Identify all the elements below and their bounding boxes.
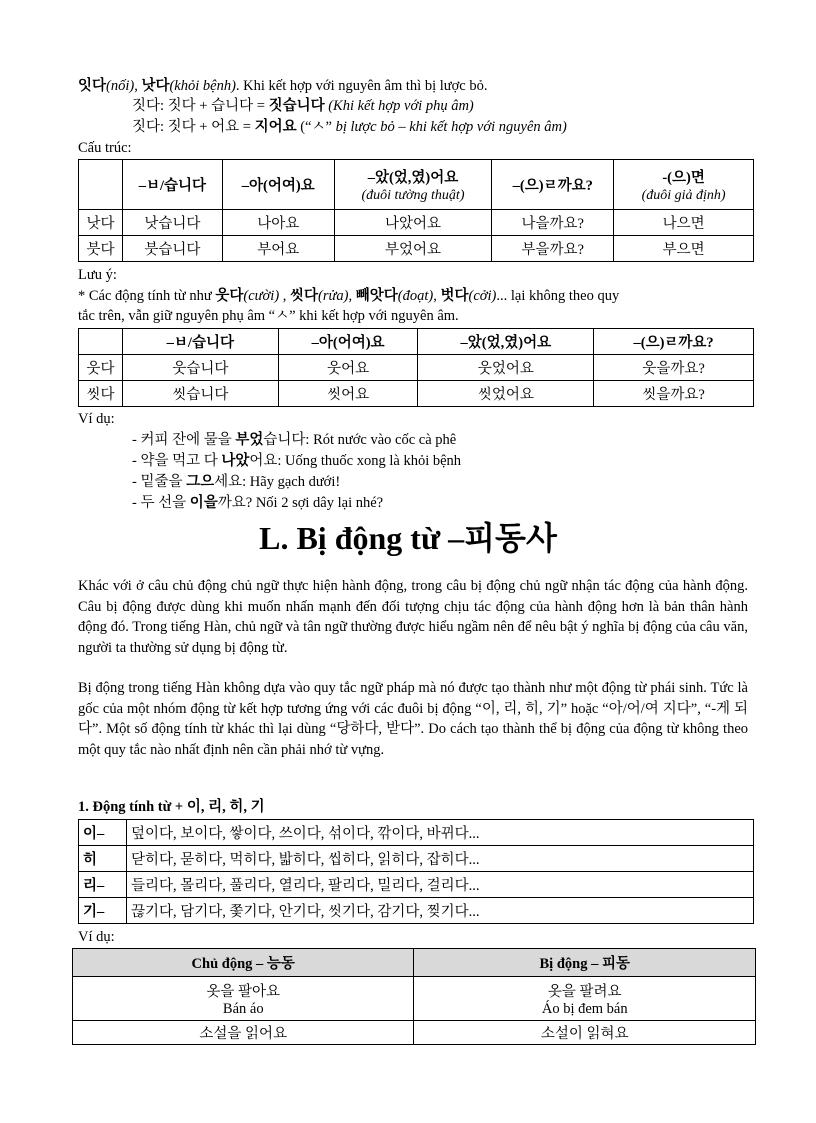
table-cell: 낫다 xyxy=(79,210,123,236)
words-cell: 덮이다, 보이다, 쌓이다, 쓰이다, 섞이다, 깎이다, 바뀌다... xyxy=(126,820,753,846)
formula-text: 짓다: 짓다 + 습니다 = xyxy=(132,98,269,114)
table-cell: 씻다 xyxy=(79,381,123,407)
suffix-table xyxy=(78,819,754,924)
words-cell: 들리다, 몰리다, 풀리다, 열리다, 팔리다, 밀리다, 걸리다... xyxy=(126,872,753,898)
intro-line: 잇다(nối), 낫다(khỏi bệnh). Khi kết hợp với nguyên âm thì bị lược bỏ. xyxy=(78,78,488,94)
table-cell: 옷을 팔려요 Áo bị đem bán xyxy=(414,977,756,1021)
example-item: - 약을 먹고 다 나았어요: Uống thuốc xong là khỏi bệnh xyxy=(132,453,462,469)
table-cell: 부어요 xyxy=(222,236,334,262)
formula-result: 지어요 xyxy=(254,119,297,135)
formula-note-a: (“ㅅ” xyxy=(296,119,336,135)
table-cell: 씻습니다 xyxy=(122,381,278,407)
words-cell: 끊기다, 담기다, 쫓기다, 안기다, 씻기다, 감기다, 찢기다... xyxy=(126,898,753,924)
table-row xyxy=(79,381,754,407)
table-cell: 웃어요 xyxy=(278,355,418,381)
header-cell: –았(었,였)어요 (đuôi tường thuật) xyxy=(334,160,492,210)
suffix-cell: 이– xyxy=(79,820,127,846)
table-row xyxy=(79,872,754,898)
table-cell: 웃습니다 xyxy=(122,355,278,381)
header-cell: –아(어여)요 xyxy=(222,160,334,210)
table-cell: 씻어요 xyxy=(278,381,418,407)
formula-text: 짓다: 짓다 + 어요 = xyxy=(132,119,255,135)
table-cell: 웃을까요? xyxy=(594,355,754,381)
structure-label: Cấu trúc: xyxy=(78,140,132,156)
formula-result: 짓습니다 xyxy=(268,98,325,114)
word-natda: 낫다 xyxy=(141,78,170,94)
detail-paragraph: Bị động trong tiếng Hàn không dựa vào quy tắc ngữ pháp mà nó được tạo thành như một động từ phái sinh. Tức là gốc của một nhóm động từ kết hợp tương ứng với các đuôi bị động “이, 리, 히, 기” hoặc “아/어/여 지다”, “-게 되다”. Một số động tính từ khác thì lại dùng “당하다, 받다”. Do cách tạo thành thể bị động của động từ không theo một quy tắc nào nhất định nên cần phải nhớ từ vựng. xyxy=(78,680,748,758)
table-cell: 붓다 xyxy=(79,236,123,262)
note-label: Lưu ý: xyxy=(78,267,117,283)
example-item: - 두 선을 이을까요? Nối 2 sợi dây lại nhé? xyxy=(132,495,384,511)
header-cell: Bị động – 피동 xyxy=(414,949,756,977)
examples-label: Ví dụ: xyxy=(78,411,115,427)
table-cell: 씻었어요 xyxy=(418,381,594,407)
table-cell: 씻을까요? xyxy=(594,381,754,407)
table-row xyxy=(73,977,756,1021)
exception-table xyxy=(78,328,754,407)
suffix-cell: 기– xyxy=(79,898,127,924)
table-cell: 붓습니다 xyxy=(122,236,222,262)
header-cell: –았(었,였)어요 xyxy=(418,329,594,355)
suffix-cell: 히 xyxy=(79,846,127,872)
header-cell: –(으)ㄹ까요? xyxy=(594,329,754,355)
table-row xyxy=(79,236,754,262)
table-cell: 나아요 xyxy=(222,210,334,236)
example-item: - 밑줄을 그으세요: Hãy gạch dưới! xyxy=(132,474,341,490)
word-itda: 잇다 xyxy=(78,78,107,94)
suffix-cell: 리– xyxy=(79,872,127,898)
table-row xyxy=(79,820,754,846)
intro-rest: . Khi kết hợp với nguyên âm thì bị lược bỏ. xyxy=(235,78,488,94)
table-cell: 소설을 읽어요 xyxy=(73,1021,414,1045)
examples2-label: Ví dụ: xyxy=(78,929,115,945)
header-cell: -(으)면 (đuôi giả định) xyxy=(614,160,754,210)
table-cell: 옷을 팔아요 Bán áo xyxy=(73,977,414,1021)
intro-paragraph: Khác với ở câu chủ động chủ ngữ thực hiện hành động, trong câu bị động chủ ngữ nhận tác động của hành động. Câu bị động được dùng khi muốn nhấn mạnh đến đối tượng chịu tác động của hành động hơn là bản thân hành động đó. Trong tiếng Hàn, chủ ngữ và tân ngữ thường được hiểu ngầm nên để nêu bật ý nghĩa bị động của câu văn, người ta thường sử dụng bị động từ. xyxy=(78,578,748,656)
section-title: L. Bị động từ –피동사 xyxy=(259,520,557,556)
empty-cell xyxy=(79,160,123,210)
table-header-row xyxy=(79,329,754,355)
active-passive-table xyxy=(72,948,756,1045)
table-cell: 낫습니다 xyxy=(122,210,222,236)
table-cell: 나으면 xyxy=(614,210,754,236)
table-cell: 소설이 읽혀요 xyxy=(414,1021,756,1045)
formula-vowel xyxy=(132,118,567,137)
table-header-row xyxy=(73,949,756,977)
table-cell: 웃다 xyxy=(79,355,123,381)
header-cell: –(으)ㄹ까요? xyxy=(492,160,614,210)
formula-note-b: bị lược bỏ – khi kết hợp với nguyên âm) xyxy=(335,119,567,135)
formula-note: (Khi kết hợp với phụ âm) xyxy=(324,98,474,114)
header-cell: –아(어여)요 xyxy=(278,329,418,355)
table-row xyxy=(79,898,754,924)
table-cell: 나을까요? xyxy=(492,210,614,236)
table-row xyxy=(73,1021,756,1045)
table-cell: 웃었어요 xyxy=(418,355,594,381)
table-row xyxy=(79,210,754,236)
note-line-1: * Các động tính từ như 웃다(cười) , 씻다(rửa), 빼앗다(đoạt), 벗다(cởi)... lại không theo quy xyxy=(78,288,620,304)
empty-cell xyxy=(79,329,123,355)
header-cell: Chủ động – 능동 xyxy=(73,949,414,977)
table-cell: 부었어요 xyxy=(334,236,492,262)
subsection-heading: 1. Động tính từ + 이, 리, 히, 기 xyxy=(78,799,265,815)
structure-table xyxy=(78,159,754,262)
table-cell: 나았어요 xyxy=(334,210,492,236)
table-cell: 부을까요? xyxy=(492,236,614,262)
header-cell: –ㅂ/습니다 xyxy=(122,160,222,210)
header-cell: –ㅂ/습니다 xyxy=(122,329,278,355)
words-cell: 닫히다, 묻히다, 먹히다, 밟히다, 씹히다, 읽히다, 잡히다... xyxy=(126,846,753,872)
note-line-2: tắc trên, vẫn giữ nguyên phụ âm “ㅅ” khi kết hợp với nguyên âm. xyxy=(78,308,459,324)
table-row xyxy=(79,846,754,872)
example-item: - 커피 잔에 물을 부었습니다: Rót nước vào cốc cà phê xyxy=(132,432,457,448)
table-row xyxy=(79,355,754,381)
gloss-itda: (nối) xyxy=(106,78,135,94)
gloss-natda: (khỏi bệnh) xyxy=(169,78,236,94)
table-header-row xyxy=(79,160,754,210)
table-cell: 부으면 xyxy=(614,236,754,262)
formula-consonant xyxy=(132,97,474,116)
